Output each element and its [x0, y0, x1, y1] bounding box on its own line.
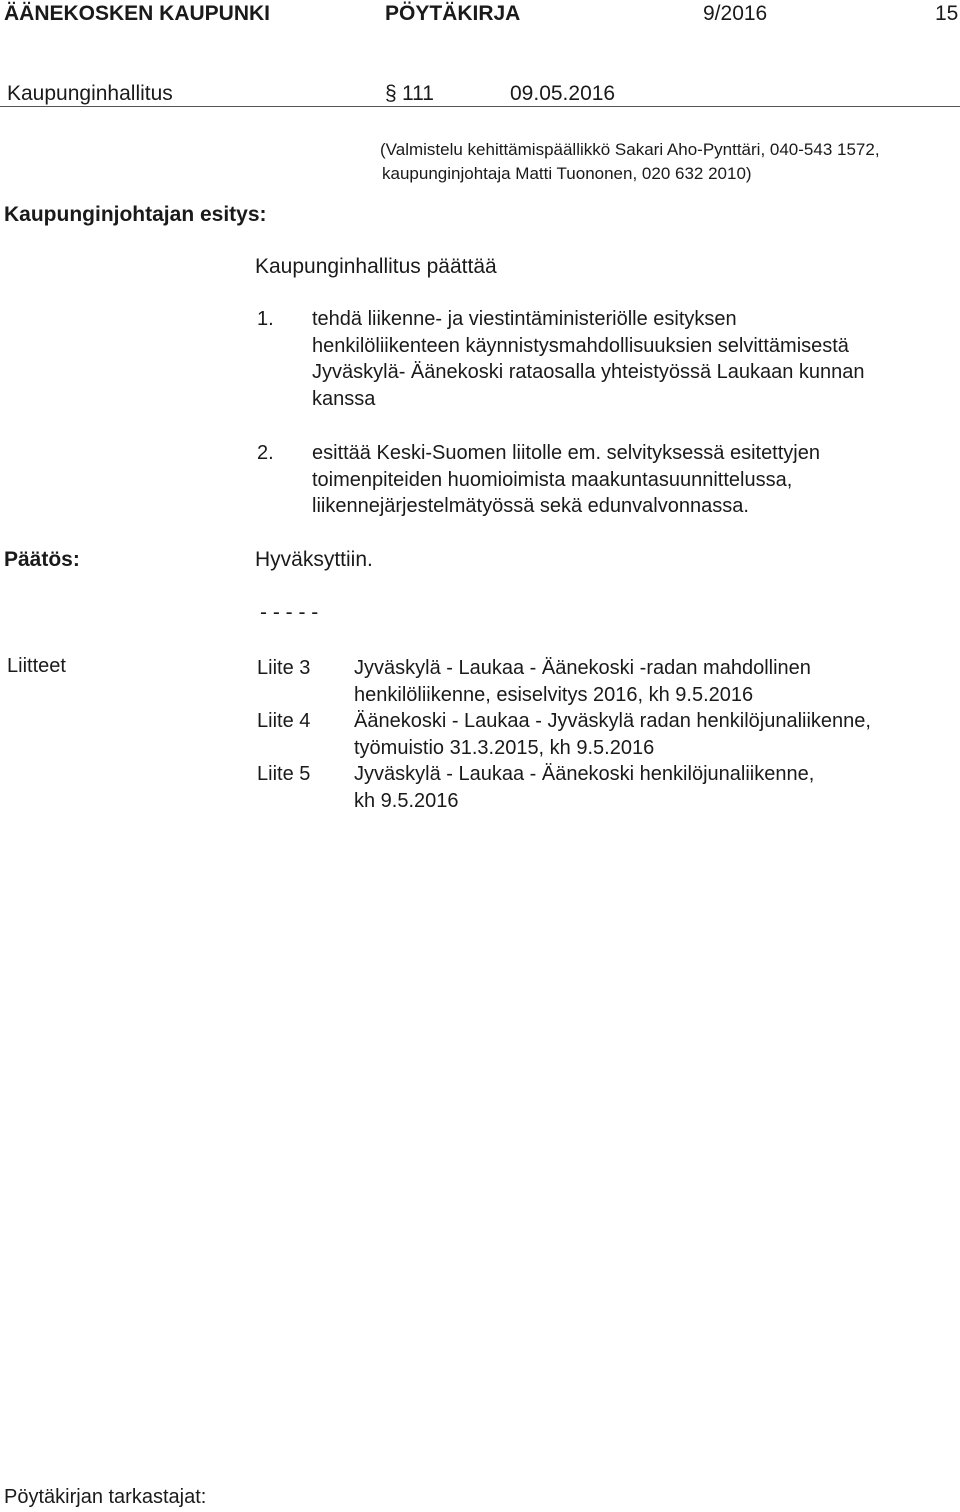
attachment-line: henkilöliikenne, esiselvitys 2016, kh 9.5.2016 [354, 683, 754, 706]
proposal-label: Kaupunginjohtajan esitys: [4, 203, 267, 226]
attachment-id: Liite 5 [257, 763, 311, 785]
attachment-line: Jyväskylä - Laukaa - Äänekoski henkilöjunaliikenne, [354, 763, 815, 785]
proposal-item-2 [312, 440, 820, 520]
proposal-line: Jyväskylä- Äänekoski rataosalla yhteistyössä Laukaan kunnan [312, 361, 865, 384]
preparation-line: (Valmistelu kehittämispäällikkö Sakari Aho-Pynttäri, 040-543 1572, [380, 140, 880, 159]
proposal-item-number: 2. [257, 442, 274, 464]
attachment-line: Äänekoski - Laukaa - Jyväskylä radan henkilöjunaliikenne, [354, 710, 871, 732]
attachment-item [354, 655, 811, 708]
meeting-date: 09.05.2016 [510, 82, 616, 105]
attachment-line: Jyväskylä - Laukaa - Äänekoski -radan mahdollinen [354, 657, 811, 679]
proposal-line: tehdä liikenne- ja viestintäministeriölle esityksen [312, 308, 737, 330]
proposal-item-number: 1. [257, 308, 274, 330]
header-org: ÄÄNEKOSKEN KAUPUNKI [4, 2, 271, 25]
decision-separator: - - - - - [260, 601, 319, 624]
decision-label: Päätös: [4, 548, 80, 571]
proposal-line: henkilöliikenteen käynnistysmahdollisuuksien selvittämisestä [312, 334, 849, 357]
header-page-number: 15 [935, 2, 959, 25]
attachment-line: kh 9.5.2016 [354, 789, 459, 812]
reviewers-label: Pöytäkirjan tarkastajat: [4, 1486, 207, 1508]
header-doc-type: PÖYTÄKIRJA [385, 2, 521, 25]
attachment-item [354, 708, 871, 761]
decision-text: Hyväksyttiin. [255, 548, 373, 571]
proposal-line: kanssa [312, 387, 376, 410]
preparation-note [380, 138, 880, 186]
attachment-id: Liite 3 [257, 657, 311, 679]
preparation-line: kaupunginjohtaja Matti Tuononen, 020 632 2010) [382, 164, 752, 183]
attachments-label: Liitteet [7, 655, 66, 677]
meeting-body: Kaupunginhallitus [7, 82, 173, 105]
proposal-line: esittää Keski-Suomen liitolle em. selvityksessä esitettyjen [312, 442, 820, 464]
attachment-line: työmuistio 31.3.2015, kh 9.5.2016 [354, 736, 655, 759]
section-symbol: § [385, 82, 397, 105]
attachment-id: Liite 4 [257, 710, 311, 732]
proposal-intro: Kaupunginhallitus päättää [255, 255, 497, 278]
proposal-line: liikennejärjestelmätyössä sekä edunvalvonnassa. [312, 495, 749, 518]
header-doc-number: 9/2016 [703, 2, 768, 25]
proposal-item-1 [312, 306, 865, 412]
attachment-item [354, 761, 814, 814]
header-rule [0, 106, 960, 107]
section-number: 111 [402, 82, 434, 105]
proposal-line: toimenpiteiden huomioimista maakuntasuunnittelussa, [312, 468, 793, 491]
